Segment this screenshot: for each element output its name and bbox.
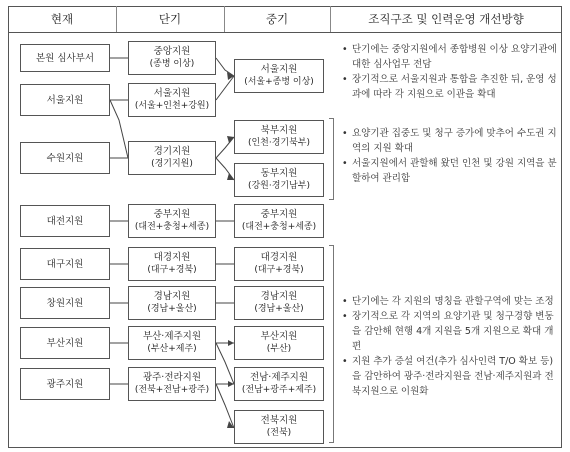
- current-headquarters-review-box: [20, 44, 110, 72]
- current-label: 광주지원: [46, 378, 84, 390]
- mid-sub: (전남+광주+제주): [241, 385, 317, 395]
- current-seoul-box: [20, 84, 110, 116]
- current-busan-box: [20, 327, 110, 359]
- current-label: 본원 심사부서: [35, 52, 95, 64]
- group-bracket-capital: [329, 118, 334, 200]
- short-sub: (전북+전남+광주): [134, 385, 210, 395]
- note-item: • 장기적으로 서울지원과 통합을 추진한 뒤, 운영 성과에 따라 각 지원으로 이관을 확대: [342, 72, 560, 102]
- short-sub: (서울+인천+강원): [134, 101, 210, 111]
- short-gyeongnam-box: [128, 286, 216, 320]
- note-item: • 서울지원에서 관할해 왔던 인천 및 강원 지역을 분할하여 관리함: [342, 156, 560, 186]
- mid-sub: (경남+울산): [254, 304, 304, 314]
- short-label: 중앙지원: [153, 46, 191, 57]
- current-daejeon-box: [20, 205, 110, 237]
- note-item: • 단기에는 각 지원의 명칭을 관할구역에 맞는 조정: [342, 294, 560, 309]
- mid-label: 부산지원: [260, 331, 298, 342]
- short-daegyeong-box: [128, 247, 216, 281]
- short-sub: (대구+경북): [147, 265, 197, 275]
- note-group-1: [342, 42, 560, 102]
- short-label: 부산·제주지원: [142, 331, 202, 342]
- short-label: 광주·전라지원: [142, 372, 202, 383]
- mid-sub: (전북): [266, 428, 292, 438]
- current-label: 창원지원: [46, 297, 84, 309]
- short-busan-jeju-box: [128, 326, 216, 360]
- short-central-box: [128, 41, 216, 75]
- current-label: 대전지원: [46, 215, 84, 227]
- short-gwangju-jeolla-box: [128, 367, 216, 401]
- note-item: • 지원 추가 증설 여건(추가 심사인력 T/O 확보 등)을 감안하여 광주·전라지원을 전남·제주지원과 전북지원으로 이원화: [342, 354, 560, 399]
- note-item: • 요양기관 집중도 및 청구 증가에 맞추어 수도권 지역의 지원 확대: [342, 126, 560, 156]
- mid-jeonnam-jeju-box: [234, 367, 324, 401]
- note-group-3: [342, 294, 560, 399]
- header-direction: 조직구조 및 인력운영 개선방향: [368, 12, 524, 26]
- mid-busan-box: [234, 326, 324, 360]
- mid-seoul-box: [234, 59, 324, 93]
- mid-label: 경남지원: [260, 291, 298, 302]
- note-item: • 단기에는 중앙지원에서 종합병원 이상 요양기관에 대한 심사업무 전담: [342, 42, 560, 72]
- mid-label: 동부지원: [260, 168, 298, 179]
- mid-sub: (부산): [266, 344, 292, 354]
- mid-sub: (인천·경기북부): [247, 138, 311, 148]
- mid-sub: (대전+충청+세종): [241, 222, 317, 232]
- short-seoul-box: [128, 83, 216, 117]
- current-label: 수원지원: [46, 152, 84, 164]
- group-bracket-regional: [329, 245, 334, 443]
- mid-jeonbuk-box: [234, 410, 324, 444]
- current-gwangju-box: [20, 368, 110, 400]
- short-label: 서울지원: [153, 88, 191, 99]
- current-changwon-box: [20, 287, 110, 319]
- short-gyeonggi-box: [128, 141, 216, 175]
- current-label: 부산지원: [46, 337, 84, 349]
- mid-label: 대경지원: [260, 252, 298, 263]
- mid-bukbu-box: [234, 120, 324, 154]
- mid-sub: (대구+경북): [254, 265, 304, 275]
- header-current: 현재: [50, 12, 74, 26]
- short-sub: (경기지원): [151, 159, 193, 169]
- header-short-term: 단기: [158, 12, 182, 26]
- short-sub: (종병 이상): [149, 59, 195, 69]
- short-sub: (부산+제주): [147, 344, 197, 354]
- current-label: 대구지원: [46, 258, 84, 270]
- mid-jungbu-box: [234, 204, 324, 238]
- short-sub: (경남+울산): [147, 304, 197, 314]
- mid-label: 중부지원: [260, 209, 298, 220]
- mid-gyeongnam-box: [234, 286, 324, 320]
- short-sub: (대전+충청+세종): [134, 222, 210, 232]
- short-label: 대경지원: [153, 252, 191, 263]
- note-group-2: [342, 126, 560, 186]
- mid-label: 북부지원: [260, 125, 298, 136]
- mid-dongbu-box: [234, 163, 324, 197]
- short-jungbu-box: [128, 204, 216, 238]
- short-label: 경기지원: [153, 146, 191, 157]
- current-suwon-box: [20, 142, 110, 174]
- current-daegu-box: [20, 248, 110, 280]
- mid-sub: (서울+종병 이상): [244, 77, 314, 87]
- mid-sub: (강원·경기남부): [247, 181, 311, 191]
- current-label: 서울지원: [46, 94, 84, 106]
- note-item: • 장기적으로 각 지역의 요양기관 및 청구경향 변동을 감안해 현행 4개 지원을 5개 지원으로 확대 개편: [342, 309, 560, 354]
- mid-label: 전북지원: [260, 415, 298, 426]
- mid-label: 서울지원: [260, 64, 298, 75]
- mid-label: 전남·제주지원: [249, 372, 309, 383]
- short-label: 중부지원: [153, 209, 191, 220]
- header-mid-term: 중기: [265, 12, 289, 26]
- short-label: 경남지원: [153, 291, 191, 302]
- mid-daegyeong-box: [234, 247, 324, 281]
